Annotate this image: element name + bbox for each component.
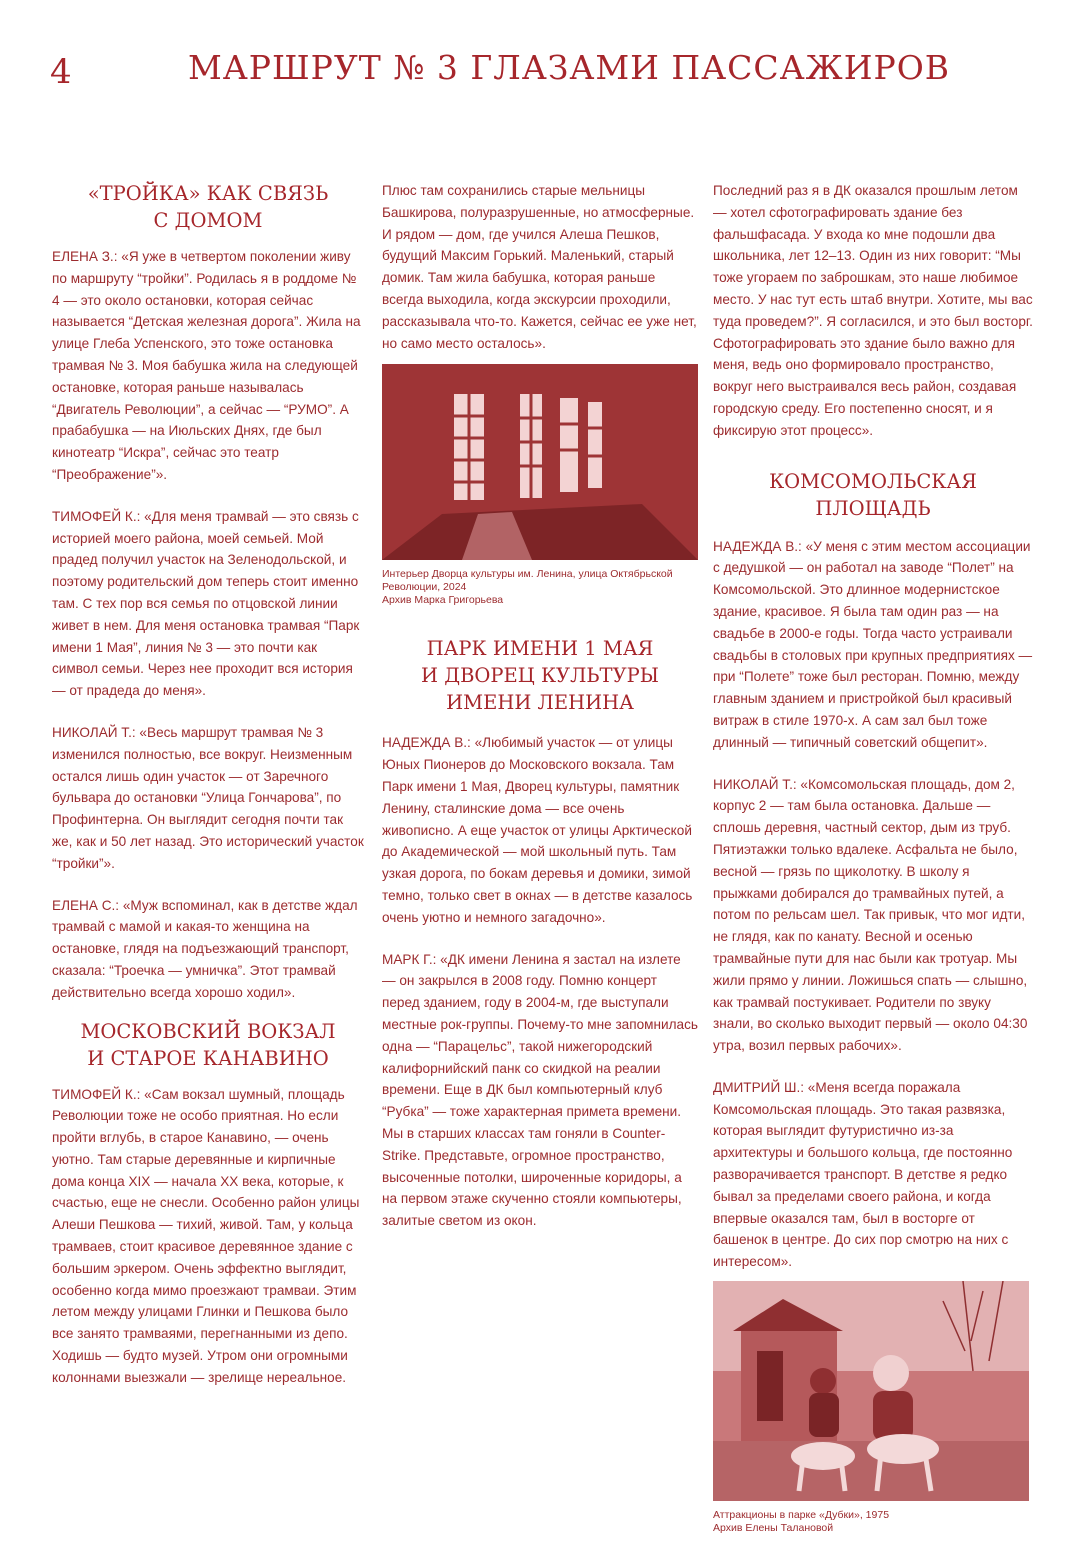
quote-paragraph: ТИМОФЕЙ К.: «Для меня трамвай — это связь с историей моего района, моей семьей. Мой прадед получил участок на Зеленодольской, и поэтому родительский дом теперь стоит именно там. С тех пор вся семья по отцовской линии живет в нем. Для меня остановка трамвая “Парк имени 1 Мая”, линия № 3 — это почти как символ семьи. Через нее проходит вся история — от прадеда до меня». <box>52 508 360 699</box>
column-2 <box>382 180 698 1252</box>
heading-line: ПЛОЩАДЬ <box>815 496 931 520</box>
quote-paragraph: НАДЕЖДА В.: «Любимый участок — от улицы Юных Пионеров до Московского вокзала. Там Парк имени 1 Мая, Дворец культуры, памятник Ленину, сталинские дома — все очень живописно. А еще участок от улицы Арктической до Академической — мой школьный путь. Там узкая дорога, по бокам деревья и домики, зимой темно, только свет в окнах — в детстве казалось очень уютно и немного загадочно». <box>382 735 693 925</box>
photo-dk-interior-illustration <box>382 364 698 560</box>
heading-line: И СТАРОЕ КАНАВИНО <box>87 1046 329 1070</box>
heading-line: КОМСОМОЛЬСКАЯ <box>769 469 977 493</box>
heading-line: ИМЕНИ ЛЕНИНА <box>446 691 634 715</box>
column-3 <box>713 180 1033 1563</box>
section-heading-komsomol <box>713 468 1033 522</box>
caption-credit: Архив Елены Талановой <box>713 1522 834 1535</box>
quote-paragraph: НИКОЛАЙ Т.: «Весь маршрут трамвая № 3 изменился полностью, все вокруг. Неизменным остался лишь один участок — от Заречного бульвара до остановки “Улица Гончарова”, по Профинтерна. Он выглядит сегодня почти так же, как и 50 лет назад. Это исторический участок “тройки”». <box>52 724 364 871</box>
column-1 <box>52 180 364 1409</box>
photo-caption <box>382 568 698 607</box>
section-heading-troika <box>52 180 364 234</box>
quote-paragraph: Последний раз я в ДК оказался прошлым летом — хотел сфотографировать здание без фальшфасада. У входа ко мне подошли два школьника, лет 12–13. Один из них говорит: “Мы тоже угораем по заброшкам, это наше любимое место. У нас тут есть штаб внутри. Хотите, мы вас туда проведем?”. Я согласился, и это был восторг. Сфотографировать это здание было важно для меня, ведь оно формировало пространство, вокруг него выстраивался весь район, создавая городскую среду. Его постепенно сносят, и я фиксирую этот процесс». <box>713 183 1033 438</box>
section-heading-vokzal <box>52 1018 364 1072</box>
page-number: 4 <box>50 52 72 92</box>
caption-credit: Архив Марка Григорьева <box>382 594 504 607</box>
quote-paragraph: ЕЛЕНА З.: «Я уже в четвертом поколении живу по маршруту “тройки”. Родилась я в роддоме № 4 — это около остановки, которая сейчас называется “Детская железная дорога”. Жила на улице Глеба Успенского, это тоже остановка трамвая № 3. Моя бабушка жила на следующей остановке, которая раньше называлась “Двигатель Революции”, а сейчас — “РУМО”. А прабабушка — на Июльских Днях, где был кинотеатр “Искра”, сейчас это театр “Преображение”». <box>52 249 361 482</box>
quote-paragraph: ЕЛЕНА С.: «Муж вспоминал, как в детстве ждал трамвай с мамой и какая-то женщина на остановке, глядя на подъезжающий транспорт, сказала: “Троечка — умничка”. Этот трамвай действительно всегда хорошо ходил». <box>52 897 358 1000</box>
caption-text: Аттракционы в парке «Дубки», 1975 <box>713 1509 890 1522</box>
photo-dk-interior <box>382 364 698 560</box>
quote-paragraph: НАДЕЖДА В.: «У меня с этим местом ассоциации с дедушкой — он работал на заводе “Полет” на Комсомольской. Это длинное модернистское здание, красивое. Я была там один раз — на свадьбе в 2000-е годы. Тогда часто устраивали свадьбы в столовых при крупных предприятиях — при “Полете” тоже был ресторан. Помню, между главным зданием и пристройкой был красивый витраж в стиле 1970-х. А сам зал был тоже длинный — типичный советский общепит». <box>713 538 1033 750</box>
page-title: МАРШРУТ № 3 ГЛАЗАМИ ПАССАЖИРОВ <box>188 48 951 87</box>
quote-paragraph: ТИМОФЕЙ К.: «Сам вокзал шумный, площадь Революции тоже не особо приятная. Но если пройти вглубь, в старое Канавино, — очень уютно. Там старые деревянные и кирпичные дома конца XIX — начала XX века, которые, к счастью, еще не снесли. Особенно район улицы Алеши Пешкова — тихий, живой. Там, у кольца трамваев, стоит красивое деревянное здание с большим эркером. Очень эффектно выглядит, особенно когда мимо проезжают трамваи. Этим летом между улицами Глинки и Пешкова было все занято трамваями, перегнанными из депо. Ходишь — будто музей. Утром они огромными колоннами выезжали — зрелище нереальное. <box>52 1086 360 1385</box>
heading-line: С ДОМОМ <box>153 209 263 232</box>
photo-dubki-park-illustration <box>713 1281 1029 1501</box>
heading-line: И ДВОРЕЦ КУЛЬТУРЫ <box>421 664 659 688</box>
heading-line: МОСКОВСКИЙ ВОКЗАЛ <box>80 1019 336 1043</box>
quote-paragraph: Плюс там сохранились старые мельницы Башкирова, полуразрушенные, но атмосферные. И рядом — дом, где учился Алеша Пешков, будущий Максим Горький. Маленький, старый домик. Там жила бабушка, которая раньше всегда выходила, когда экскурсии проходили, рассказывала что-то. Кажется, сейчас ее уже нет, но само место осталось». <box>382 183 697 351</box>
heading-line: «ТРОЙКА» КАК СВЯЗЬ <box>87 182 329 205</box>
photo-dubki-park <box>713 1281 1029 1501</box>
heading-line: ПАРК ИМЕНИ 1 МАЯ <box>426 637 654 661</box>
quote-paragraph: НИКОЛАЙ Т.: «Комсомольская площадь, дом 2, корпус 2 — там была остановка. Дальше — сплошь деревня, частный сектор, дым из труб. Пятиэтажки только вдалеке. Асфальта не было, весной — грязь по щиколотку. В школу я прыжками добирался до трамвайных путей, а потом по рельсам шел. Так привык, что мог идти, не глядя, как по канату. Весной и осенью трамвайные пути для нас были как тротуар. Мы жили прямо у линии. Ложишься спать — слышно, как трамвай постукивает. Родители по звуку знали, во сколько выходит первый — около 04:30 утра, возил первых рабочих». <box>713 776 1028 1054</box>
quote-paragraph: МАРК Г.: «ДК имени Ленина я застал на излете — он закрылся в 2008 году. Помню концерт перед зданием, году в 2004-м, где выступали местные рок-группы. Почему-то мне запомнилась одна — “Парацельс”, такой нижегородский калифорнийский панк со скидкой на реалии времени. Еще в ДК был компьютерный клуб “Рубка” — тоже характерная примета времени. Мы в старших классах там гоняли в Counter-Strike. Представьте, огромное пространство, высоченные потолки, широченные коридоры, а на первом этаже скученно стояли компьютеры, залитые светом из окон. <box>382 951 698 1229</box>
quote-paragraph: ДМИТРИЙ Ш.: «Меня всегда поражала Комсомольская площадь. Это такая развязка, которая выглядит футуристично из-за архитектуры и большого кольца, где постоянно разворачивается транспорт. В детстве я редко бывал за пределами своего района, и когда впервые оказался там, был в восторге от башенок в центре. До сих пор смотрю на них с интересом». <box>713 1079 1013 1270</box>
caption-text: Интерьер Дворца культуры им. Ленина, улица Октябрьской Революции, 2024 <box>382 568 673 594</box>
section-heading-park <box>382 635 698 716</box>
photo-caption <box>713 1509 1033 1535</box>
